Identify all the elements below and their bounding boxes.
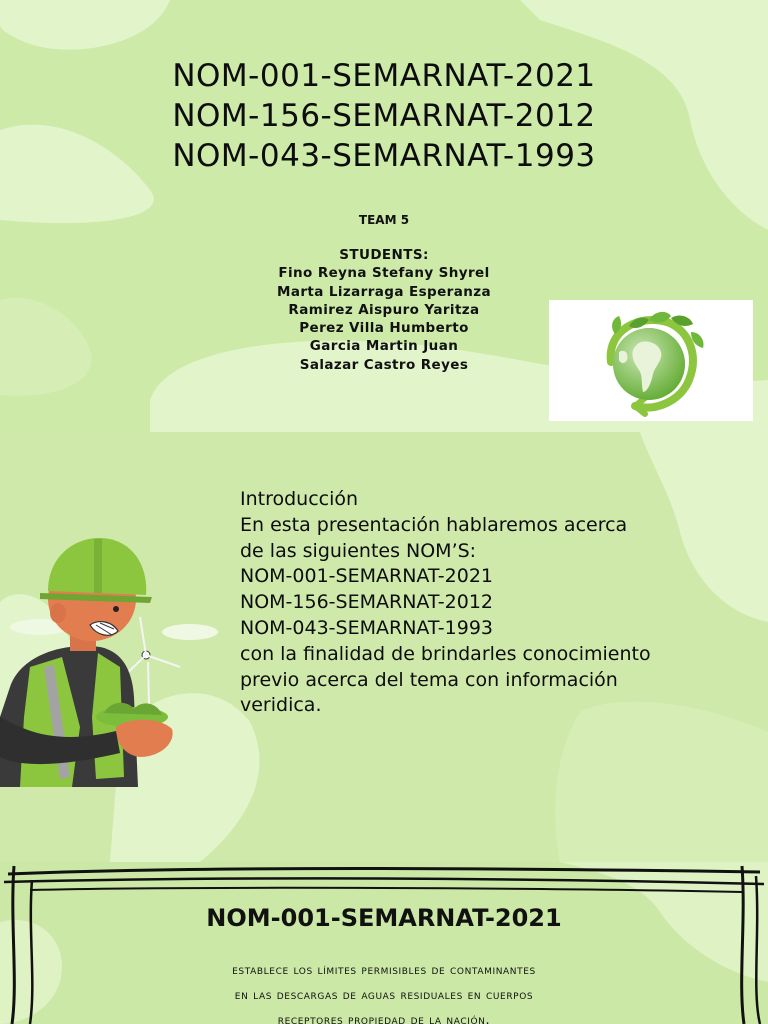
intro-line: con la finalidad de brindarles conocimiento <box>240 642 651 665</box>
slide-description <box>60 958 708 1024</box>
worker-holding-plant-icon <box>0 517 240 817</box>
slide-title: NOM-001-SEMARNAT-2021 <box>206 904 562 932</box>
student-name: Fino Reyna Stefany Shyrel <box>278 265 490 282</box>
logo-card <box>549 300 753 421</box>
student-name: Marta Lizarraga Esperanza <box>277 283 491 300</box>
title-slide <box>0 0 768 432</box>
introduction-text <box>240 487 750 719</box>
title-line-1: NOM-001-SEMARNAT-2021 <box>172 58 596 94</box>
title-line-2: NOM-156-SEMARNAT-2012 <box>172 98 596 134</box>
student-name: Perez Villa Humberto <box>299 320 469 337</box>
intro-line: veridica. <box>240 694 322 717</box>
description-line: receptores propiedad de la nación. <box>277 1013 491 1024</box>
intro-line: En esta presentación hablaremos acerca <box>240 513 628 536</box>
description-line: establece los límites permisibles de contaminantes <box>232 963 536 978</box>
intro-heading: Introducción <box>240 488 359 510</box>
intro-line: de las siguientes NOM’S: <box>240 539 477 562</box>
student-name: Garcia Martin Juan <box>309 338 459 355</box>
intro-line: NOM-156-SEMARNAT-2012 <box>240 591 494 614</box>
description-line: en las descargas de aguas residuales en cuerpos <box>234 988 534 1003</box>
introduction-slide <box>0 432 768 862</box>
title-line-3: NOM-043-SEMARNAT-1993 <box>172 138 596 174</box>
nom-001-slide <box>0 862 768 1024</box>
student-name: Ramirez Aispuro Yaritza <box>288 301 480 318</box>
nom-titles <box>0 56 768 176</box>
intro-line: NOM-043-SEMARNAT-1993 <box>240 616 494 639</box>
student-name: Salazar Castro Reyes <box>299 356 469 373</box>
intro-line: NOM-001-SEMARNAT-2021 <box>240 565 494 588</box>
intro-line: previo acerca del tema con información <box>240 668 618 691</box>
students-heading: STUDENTS: <box>339 247 429 263</box>
team-label: TEAM 5 <box>358 213 410 227</box>
earth-leaf-globe-icon <box>549 300 753 421</box>
